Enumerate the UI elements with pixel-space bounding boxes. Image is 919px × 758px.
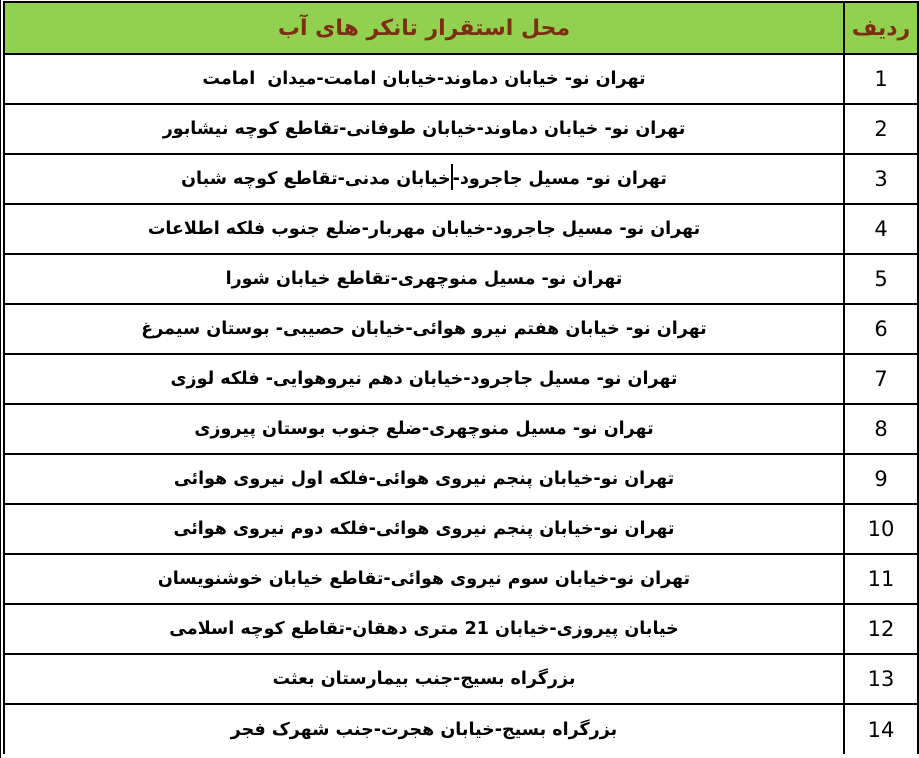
table-row <box>4 604 918 654</box>
table-row <box>4 704 918 754</box>
row-number-cell[interactable]: 4 <box>844 204 918 254</box>
location-cell[interactable]: تهران نو- مسیل منوچهری-ضلع جنوب بوستان پیروزی <box>4 404 844 454</box>
row-number-cell[interactable]: 1 <box>844 54 918 104</box>
table-row <box>4 554 918 604</box>
location-cell[interactable]: بزرگراه بسیج-خیابان هجرت-جنب شهرک فجر <box>4 704 844 754</box>
table-body <box>4 54 918 754</box>
table-row <box>4 254 918 304</box>
row-number-cell[interactable]: 5 <box>844 254 918 304</box>
table-row <box>4 204 918 254</box>
row-number-cell[interactable]: 9 <box>844 454 918 504</box>
location-cell[interactable]: تهران نو-خیابان سوم نیروی هوائی-تقاطع خیابان خوشنویسان <box>4 554 844 604</box>
row-number-cell[interactable]: 11 <box>844 554 918 604</box>
header-row-number[interactable]: ردیف <box>844 2 918 54</box>
table-row <box>4 304 918 354</box>
row-number-cell[interactable]: 7 <box>844 354 918 404</box>
table-row <box>4 54 918 104</box>
location-cell[interactable]: تهران نو- خیابان هفتم نیرو هوائی-خیابان حصیبی- بوستان سیمرغ <box>4 304 844 354</box>
row-number-cell[interactable]: 10 <box>844 504 918 554</box>
location-cell[interactable]: تهران نو- مسیل جاجرود-خیابان دهم نیروهوایی- فلکه لوزی <box>4 354 844 404</box>
location-cell[interactable]: تهران نو- خیابان دماوند-خیابان امامت-میدان امامت <box>4 54 844 104</box>
location-cell[interactable]: تهران نو- مسیل جاجرود-خیابان مهربار-ضلع جنوب فلکه اطلاعات <box>4 204 844 254</box>
row-number-cell[interactable]: 8 <box>844 404 918 454</box>
location-cell[interactable]: تهران نو-خیابان پنجم نیروی هوائی-فلکه اول نیروی هوائی <box>4 454 844 504</box>
location-cell[interactable]: بزرگراه بسیج-جنب بیمارستان بعثت <box>4 654 844 704</box>
table-row <box>4 404 918 454</box>
table-row <box>4 504 918 554</box>
water-tanker-table <box>3 1 919 754</box>
row-number-cell[interactable]: 6 <box>844 304 918 354</box>
header-location[interactable]: محل استقرار تانکر های آب <box>4 2 844 54</box>
table-row <box>4 154 918 204</box>
row-number-cell[interactable]: 14 <box>844 704 918 754</box>
location-cell[interactable]: تهران نو- مسیل جاجرود-خیابان مدنی-تقاطع کوچه شبان <box>4 154 844 204</box>
header-row <box>4 2 918 54</box>
location-cell[interactable]: تهران نو-خیابان پنجم نیروی هوائی-فلکه دوم نیروی هوائی <box>4 504 844 554</box>
location-cell[interactable]: تهران نو- خیابان دماوند-خیابان طوفانی-تقاطع کوچه نیشابور <box>4 104 844 154</box>
table-row <box>4 654 918 704</box>
row-number-cell[interactable]: 13 <box>844 654 918 704</box>
table-row <box>4 104 918 154</box>
table-row <box>4 454 918 504</box>
table-row <box>4 354 918 404</box>
row-number-cell[interactable]: 3 <box>844 154 918 204</box>
location-cell[interactable]: خیابان پیروزی-خیابان 21 متری دهقان-تقاطع کوچه اسلامی <box>4 604 844 654</box>
row-number-cell[interactable]: 2 <box>844 104 918 154</box>
row-number-cell[interactable]: 12 <box>844 604 918 654</box>
text-cursor <box>451 164 453 190</box>
location-cell[interactable]: تهران نو- مسیل منوچهری-تقاطع خیابان شورا <box>4 254 844 304</box>
